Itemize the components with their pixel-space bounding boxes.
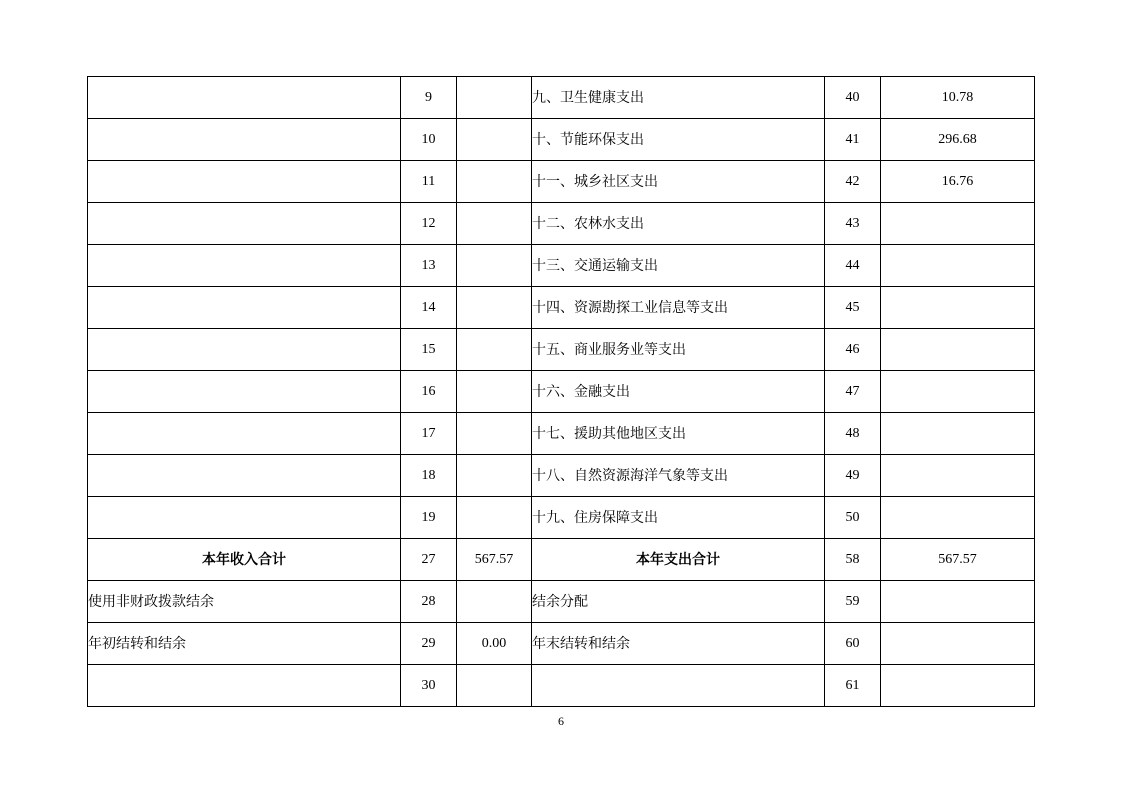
income-item-cell: [88, 77, 401, 119]
expense-line-number-cell: 48: [825, 413, 881, 455]
income-line-number-cell: 29: [401, 623, 457, 665]
table-row: [88, 581, 1035, 623]
expense-line-number-cell: 60: [825, 623, 881, 665]
income-amount-cell: [457, 371, 532, 413]
expense-line-number-cell: 43: [825, 203, 881, 245]
table-row: [88, 77, 1035, 119]
income-amount-cell: [457, 77, 532, 119]
income-line-number-cell: 28: [401, 581, 457, 623]
page-number: 6: [558, 714, 564, 728]
expense-item-cell: 十八、自然资源海洋气象等支出: [532, 455, 825, 497]
expense-amount-cell: [881, 623, 1035, 665]
income-item-cell: 使用非财政拨款结余: [88, 581, 401, 623]
income-item-cell: [88, 245, 401, 287]
table-row: [88, 371, 1035, 413]
income-item-cell: [88, 455, 401, 497]
income-line-number-cell: 27: [401, 539, 457, 581]
expense-amount-cell: [881, 287, 1035, 329]
expense-amount-cell: 567.57: [881, 539, 1035, 581]
income-amount-cell: [457, 413, 532, 455]
table-row: [88, 623, 1035, 665]
expense-line-number-cell: 46: [825, 329, 881, 371]
income-line-number-cell: 12: [401, 203, 457, 245]
expense-amount-cell: [881, 581, 1035, 623]
income-amount-cell: [457, 665, 532, 707]
income-item-cell: [88, 287, 401, 329]
income-amount-cell: [457, 329, 532, 371]
expense-amount-cell: 296.68: [881, 119, 1035, 161]
expense-line-number-cell: 50: [825, 497, 881, 539]
income-line-number-cell: 13: [401, 245, 457, 287]
expense-item-cell: 十二、农林水支出: [532, 203, 825, 245]
income-line-number-cell: 9: [401, 77, 457, 119]
expense-line-number-cell: 59: [825, 581, 881, 623]
table-row: [88, 455, 1035, 497]
table-row: [88, 119, 1035, 161]
income-amount-cell: 567.57: [457, 539, 532, 581]
income-item-cell: [88, 413, 401, 455]
income-amount-cell: [457, 203, 532, 245]
income-line-number-cell: 30: [401, 665, 457, 707]
income-line-number-cell: 11: [401, 161, 457, 203]
expense-item-cell: 本年支出合计: [532, 539, 825, 581]
income-line-number-cell: 10: [401, 119, 457, 161]
income-amount-cell: [457, 119, 532, 161]
income-amount-cell: [457, 581, 532, 623]
table-row: [88, 497, 1035, 539]
expense-amount-cell: [881, 329, 1035, 371]
expense-line-number-cell: 42: [825, 161, 881, 203]
expense-line-number-cell: 61: [825, 665, 881, 707]
income-line-number-cell: 17: [401, 413, 457, 455]
income-line-number-cell: 14: [401, 287, 457, 329]
expense-amount-cell: [881, 497, 1035, 539]
income-line-number-cell: 15: [401, 329, 457, 371]
income-line-number-cell: 19: [401, 497, 457, 539]
table-row: [88, 161, 1035, 203]
income-line-number-cell: 16: [401, 371, 457, 413]
expense-amount-cell: [881, 455, 1035, 497]
table-row: [88, 203, 1035, 245]
income-amount-cell: [457, 245, 532, 287]
expense-line-number-cell: 41: [825, 119, 881, 161]
table-row: [88, 245, 1035, 287]
income-item-cell: [88, 161, 401, 203]
income-item-cell: [88, 119, 401, 161]
expense-line-number-cell: 49: [825, 455, 881, 497]
expense-item-cell: 十三、交通运输支出: [532, 245, 825, 287]
expense-line-number-cell: 58: [825, 539, 881, 581]
table-row: [88, 329, 1035, 371]
expense-amount-cell: [881, 203, 1035, 245]
expense-item-cell: 十四、资源勘探工业信息等支出: [532, 287, 825, 329]
expense-item-cell: 十六、金融支出: [532, 371, 825, 413]
income-amount-cell: [457, 287, 532, 329]
expense-amount-cell: [881, 665, 1035, 707]
income-amount-cell: 0.00: [457, 623, 532, 665]
expense-line-number-cell: 45: [825, 287, 881, 329]
table-row: [88, 665, 1035, 707]
table-row: [88, 539, 1035, 581]
income-line-number-cell: 18: [401, 455, 457, 497]
expense-item-cell: 十、节能环保支出: [532, 119, 825, 161]
expense-line-number-cell: 40: [825, 77, 881, 119]
expense-item-cell: [532, 665, 825, 707]
expense-line-number-cell: 47: [825, 371, 881, 413]
income-amount-cell: [457, 497, 532, 539]
income-item-cell: [88, 329, 401, 371]
expense-amount-cell: [881, 371, 1035, 413]
expense-amount-cell: [881, 245, 1035, 287]
budget-table-body: [88, 77, 1035, 707]
income-item-cell: 年初结转和结余: [88, 623, 401, 665]
expense-item-cell: 十一、城乡社区支出: [532, 161, 825, 203]
income-item-cell: 本年收入合计: [88, 539, 401, 581]
income-item-cell: [88, 497, 401, 539]
expense-amount-cell: [881, 413, 1035, 455]
expense-item-cell: 九、卫生健康支出: [532, 77, 825, 119]
expense-amount-cell: 10.78: [881, 77, 1035, 119]
income-item-cell: [88, 203, 401, 245]
budget-table: [87, 76, 1035, 707]
expense-item-cell: 结余分配: [532, 581, 825, 623]
expense-item-cell: 十五、商业服务业等支出: [532, 329, 825, 371]
income-item-cell: [88, 371, 401, 413]
income-item-cell: [88, 665, 401, 707]
expense-item-cell: 年末结转和结余: [532, 623, 825, 665]
table-row: [88, 287, 1035, 329]
expense-item-cell: 十七、援助其他地区支出: [532, 413, 825, 455]
expense-amount-cell: 16.76: [881, 161, 1035, 203]
income-amount-cell: [457, 455, 532, 497]
expense-line-number-cell: 44: [825, 245, 881, 287]
table-row: [88, 413, 1035, 455]
expense-item-cell: 十九、住房保障支出: [532, 497, 825, 539]
income-amount-cell: [457, 161, 532, 203]
